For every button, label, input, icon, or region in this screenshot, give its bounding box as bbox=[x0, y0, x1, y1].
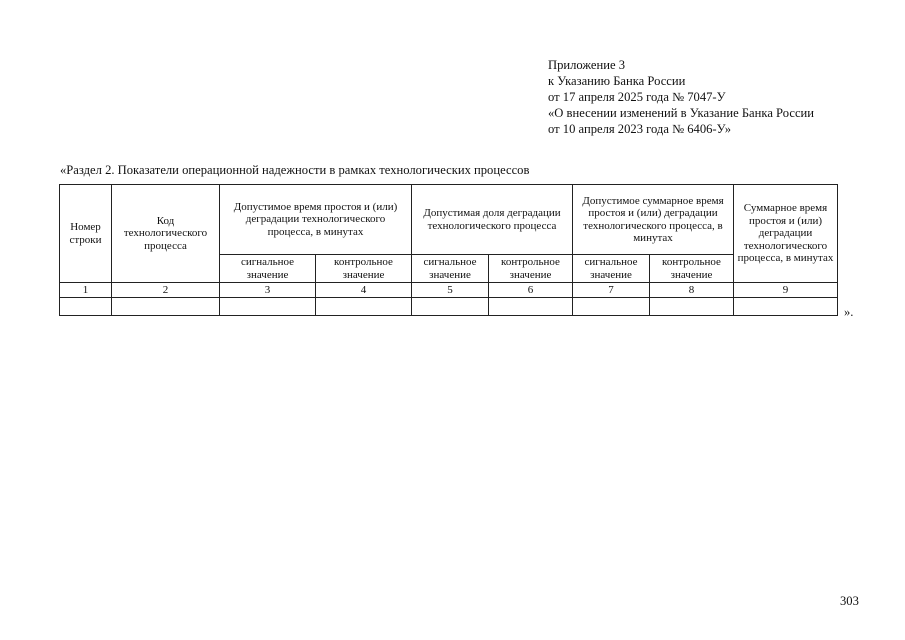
column-number: 9 bbox=[734, 283, 838, 298]
indicators-table bbox=[59, 184, 838, 316]
column-number: 5 bbox=[412, 283, 489, 298]
table-cell bbox=[412, 298, 489, 316]
table-cell bbox=[316, 298, 412, 316]
appendix-subject: «О внесении изменений в Указание Банка России bbox=[548, 106, 815, 120]
table-cell bbox=[573, 298, 650, 316]
appendix-title: Приложение 3 bbox=[548, 58, 626, 72]
table-cell bbox=[112, 298, 220, 316]
column-number-row bbox=[60, 283, 838, 298]
subheader-control: контрольное значение bbox=[489, 255, 573, 283]
appendix-date: от 17 апреля 2025 года № 7047-У bbox=[548, 90, 726, 104]
column-number: 2 bbox=[112, 283, 220, 298]
column-number: 7 bbox=[573, 283, 650, 298]
appendix-subject-date: от 10 апреля 2023 года № 6406-У» bbox=[548, 122, 732, 136]
subheader-signal: сигнальное значение bbox=[220, 255, 316, 283]
header-downtime: Допустимое время простоя и (или) деградации технологического процесса, в минутах bbox=[220, 185, 412, 255]
table-header-row bbox=[60, 185, 838, 255]
appendix-reference: к Указанию Банка России bbox=[548, 74, 686, 88]
section-title: «Раздел 2. Показатели операционной надежности в рамках технологических процессов bbox=[60, 163, 530, 177]
subheader-signal: сигнальное значение bbox=[573, 255, 650, 283]
column-number: 4 bbox=[316, 283, 412, 298]
table-cell bbox=[60, 298, 112, 316]
table-cell bbox=[734, 298, 838, 316]
column-number: 8 bbox=[650, 283, 734, 298]
subheader-control: контрольное значение bbox=[650, 255, 734, 283]
header-actual-total: Суммарное время простоя и (или) деградации технологического процесса, в минутах bbox=[734, 185, 838, 283]
column-number: 1 bbox=[60, 283, 112, 298]
subheader-control: контрольное значение bbox=[316, 255, 412, 283]
page-number: 303 bbox=[840, 594, 859, 608]
table-cell bbox=[220, 298, 316, 316]
column-number: 3 bbox=[220, 283, 316, 298]
subheader-signal: сигнальное значение bbox=[412, 255, 489, 283]
header-row-number: Номер строки bbox=[60, 185, 112, 283]
header-process-code: Код технологического процесса bbox=[112, 185, 220, 283]
appendix-header bbox=[548, 57, 814, 137]
header-total-downtime: Допустимое суммарное время простоя и (или) деградации технологического процесса, в минутах bbox=[573, 185, 734, 255]
table-cell bbox=[650, 298, 734, 316]
table-cell bbox=[489, 298, 573, 316]
table-row bbox=[60, 298, 838, 316]
closing-quote-mark: ». bbox=[844, 305, 854, 319]
column-number: 6 bbox=[489, 283, 573, 298]
header-degradation-share: Допустимая доля деградации технологического процесса bbox=[412, 185, 573, 255]
